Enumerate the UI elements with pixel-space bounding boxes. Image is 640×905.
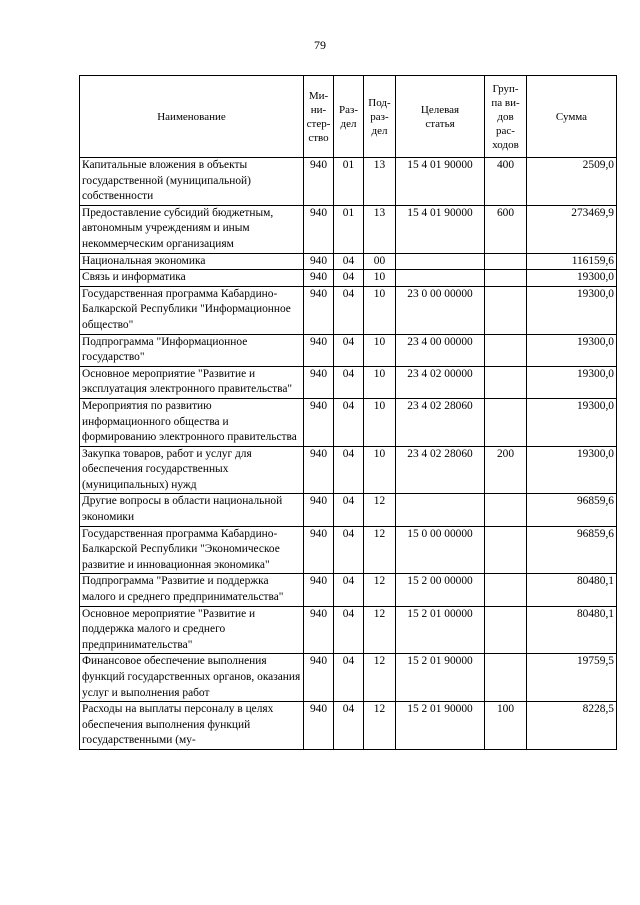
cell-subsection: 12 bbox=[364, 526, 396, 574]
cell-target-article: 15 2 00 00000 bbox=[396, 574, 485, 606]
cell-sum: 8228,5 bbox=[527, 702, 617, 750]
cell-subsection: 10 bbox=[364, 446, 396, 494]
cell-sum: 19300,0 bbox=[527, 366, 617, 398]
cell-name: Другие вопросы в области национальной экономики bbox=[80, 494, 304, 526]
cell-name: Предоставление субсидий бюджетным, автономным учреждениям и иным некоммерческим организациям bbox=[80, 205, 304, 253]
table-row bbox=[80, 366, 617, 398]
cell-expense-group bbox=[485, 494, 527, 526]
cell-target-article bbox=[396, 494, 485, 526]
cell-name: Подпрограмма "Информационное государство" bbox=[80, 334, 304, 366]
table-row bbox=[80, 574, 617, 606]
cell-subsection: 10 bbox=[364, 286, 396, 334]
cell-section: 04 bbox=[334, 334, 364, 366]
cell-expense-group bbox=[485, 253, 527, 270]
cell-ministry: 940 bbox=[304, 253, 334, 270]
table-row bbox=[80, 654, 617, 702]
cell-section: 04 bbox=[334, 702, 364, 750]
cell-name: Национальная экономика bbox=[80, 253, 304, 270]
cell-expense-group bbox=[485, 574, 527, 606]
cell-expense-group bbox=[485, 270, 527, 287]
cell-section: 04 bbox=[334, 366, 364, 398]
cell-expense-group bbox=[485, 366, 527, 398]
cell-section: 04 bbox=[334, 526, 364, 574]
cell-target-article: 23 4 02 00000 bbox=[396, 366, 485, 398]
table-row bbox=[80, 205, 617, 253]
table-row bbox=[80, 702, 617, 750]
cell-sum: 19300,0 bbox=[527, 446, 617, 494]
cell-sum: 80480,1 bbox=[527, 606, 617, 654]
cell-expense-group: 400 bbox=[485, 158, 527, 206]
header-expense-group: Груп- па ви- дов рас- ходов bbox=[485, 76, 527, 158]
table-row bbox=[80, 286, 617, 334]
cell-name: Капитальные вложения в объекты государственной (муниципальной) собственности bbox=[80, 158, 304, 206]
cell-target-article: 23 0 00 00000 bbox=[396, 286, 485, 334]
cell-subsection: 13 bbox=[364, 158, 396, 206]
table-body bbox=[80, 158, 617, 750]
cell-sum: 96859,6 bbox=[527, 526, 617, 574]
cell-expense-group: 100 bbox=[485, 702, 527, 750]
page-number: 79 bbox=[314, 38, 326, 52]
cell-subsection: 10 bbox=[364, 366, 396, 398]
cell-target-article: 23 4 02 28060 bbox=[396, 398, 485, 446]
cell-ministry: 940 bbox=[304, 286, 334, 334]
cell-name: Связь и информатика bbox=[80, 270, 304, 287]
cell-name: Государственная программа Кабардино-Балкарской Республики "Информационное общество" bbox=[80, 286, 304, 334]
cell-sum: 96859,6 bbox=[527, 494, 617, 526]
cell-ministry: 940 bbox=[304, 270, 334, 287]
cell-target-article: 15 4 01 90000 bbox=[396, 158, 485, 206]
cell-section: 04 bbox=[334, 286, 364, 334]
cell-expense-group bbox=[485, 526, 527, 574]
cell-expense-group bbox=[485, 398, 527, 446]
cell-subsection: 13 bbox=[364, 205, 396, 253]
cell-expense-group bbox=[485, 654, 527, 702]
cell-name: Основное мероприятие "Развитие и эксплуатация электронного правительства" bbox=[80, 366, 304, 398]
cell-target-article: 23 4 02 28060 bbox=[396, 446, 485, 494]
cell-sum: 19759,5 bbox=[527, 654, 617, 702]
table-header-row bbox=[80, 76, 617, 158]
cell-sum: 19300,0 bbox=[527, 334, 617, 366]
cell-subsection: 10 bbox=[364, 398, 396, 446]
cell-section: 04 bbox=[334, 446, 364, 494]
cell-target-article: 15 2 01 00000 bbox=[396, 606, 485, 654]
cell-ministry: 940 bbox=[304, 702, 334, 750]
cell-expense-group: 600 bbox=[485, 205, 527, 253]
cell-ministry: 940 bbox=[304, 366, 334, 398]
cell-ministry: 940 bbox=[304, 398, 334, 446]
cell-target-article: 15 2 01 90000 bbox=[396, 702, 485, 750]
table-row bbox=[80, 158, 617, 206]
table-row bbox=[80, 270, 617, 287]
cell-name: Закупка товаров, работ и услуг для обеспечения государственных (муниципальных) нужд bbox=[80, 446, 304, 494]
table-row bbox=[80, 334, 617, 366]
cell-sum: 2509,0 bbox=[527, 158, 617, 206]
cell-section: 01 bbox=[334, 158, 364, 206]
cell-name: Финансовое обеспечение выполнения функций государственных органов, оказания услуг и выполнения работ bbox=[80, 654, 304, 702]
cell-expense-group: 200 bbox=[485, 446, 527, 494]
budget-table bbox=[79, 75, 617, 750]
cell-expense-group bbox=[485, 606, 527, 654]
cell-section: 04 bbox=[334, 494, 364, 526]
cell-subsection: 12 bbox=[364, 606, 396, 654]
cell-ministry: 940 bbox=[304, 334, 334, 366]
cell-section: 04 bbox=[334, 654, 364, 702]
cell-sum: 19300,0 bbox=[527, 270, 617, 287]
cell-subsection: 12 bbox=[364, 494, 396, 526]
table-row bbox=[80, 398, 617, 446]
cell-sum: 19300,0 bbox=[527, 286, 617, 334]
cell-subsection: 10 bbox=[364, 270, 396, 287]
cell-ministry: 940 bbox=[304, 158, 334, 206]
header-ministry: Ми- ни- стер- ство bbox=[304, 76, 334, 158]
table-row bbox=[80, 494, 617, 526]
cell-target-article bbox=[396, 270, 485, 287]
cell-name: Мероприятия по развитию информационного общества и формированию электронного правительства bbox=[80, 398, 304, 446]
table-row bbox=[80, 606, 617, 654]
cell-name: Основное мероприятие "Развитие и поддержка малого и среднего предпринимательства" bbox=[80, 606, 304, 654]
cell-target-article bbox=[396, 253, 485, 270]
cell-sum: 19300,0 bbox=[527, 398, 617, 446]
cell-section: 04 bbox=[334, 606, 364, 654]
cell-ministry: 940 bbox=[304, 205, 334, 253]
header-name: Наименование bbox=[80, 76, 304, 158]
header-sum: Сумма bbox=[527, 76, 617, 158]
cell-section: 04 bbox=[334, 574, 364, 606]
cell-ministry: 940 bbox=[304, 446, 334, 494]
cell-section: 04 bbox=[334, 253, 364, 270]
cell-ministry: 940 bbox=[304, 526, 334, 574]
cell-expense-group bbox=[485, 286, 527, 334]
cell-target-article: 23 4 00 00000 bbox=[396, 334, 485, 366]
cell-ministry: 940 bbox=[304, 654, 334, 702]
cell-subsection: 10 bbox=[364, 334, 396, 366]
cell-section: 01 bbox=[334, 205, 364, 253]
header-section: Раз- дел bbox=[334, 76, 364, 158]
cell-ministry: 940 bbox=[304, 606, 334, 654]
cell-sum: 273469,9 bbox=[527, 205, 617, 253]
cell-ministry: 940 bbox=[304, 574, 334, 606]
cell-subsection: 12 bbox=[364, 574, 396, 606]
cell-target-article: 15 4 01 90000 bbox=[396, 205, 485, 253]
cell-sum: 116159,6 bbox=[527, 253, 617, 270]
cell-subsection: 12 bbox=[364, 654, 396, 702]
cell-subsection: 00 bbox=[364, 253, 396, 270]
header-target-article: Целевая статья bbox=[396, 76, 485, 158]
cell-target-article: 15 0 00 00000 bbox=[396, 526, 485, 574]
cell-expense-group bbox=[485, 334, 527, 366]
header-subsection: Под- раз- дел bbox=[364, 76, 396, 158]
table-row bbox=[80, 526, 617, 574]
cell-ministry: 940 bbox=[304, 494, 334, 526]
cell-section: 04 bbox=[334, 270, 364, 287]
cell-section: 04 bbox=[334, 398, 364, 446]
table-row bbox=[80, 253, 617, 270]
cell-target-article: 15 2 01 90000 bbox=[396, 654, 485, 702]
cell-sum: 80480,1 bbox=[527, 574, 617, 606]
cell-name: Расходы на выплаты персоналу в целях обеспечения выполнения функций государственными (му- bbox=[80, 702, 304, 750]
cell-name: Государственная программа Кабардино-Балкарской Республики "Экономическое развитие и инновационная экономика" bbox=[80, 526, 304, 574]
cell-subsection: 12 bbox=[364, 702, 396, 750]
table-row bbox=[80, 446, 617, 494]
cell-name: Подпрограмма "Развитие и поддержка малого и среднего предпринимательства" bbox=[80, 574, 304, 606]
